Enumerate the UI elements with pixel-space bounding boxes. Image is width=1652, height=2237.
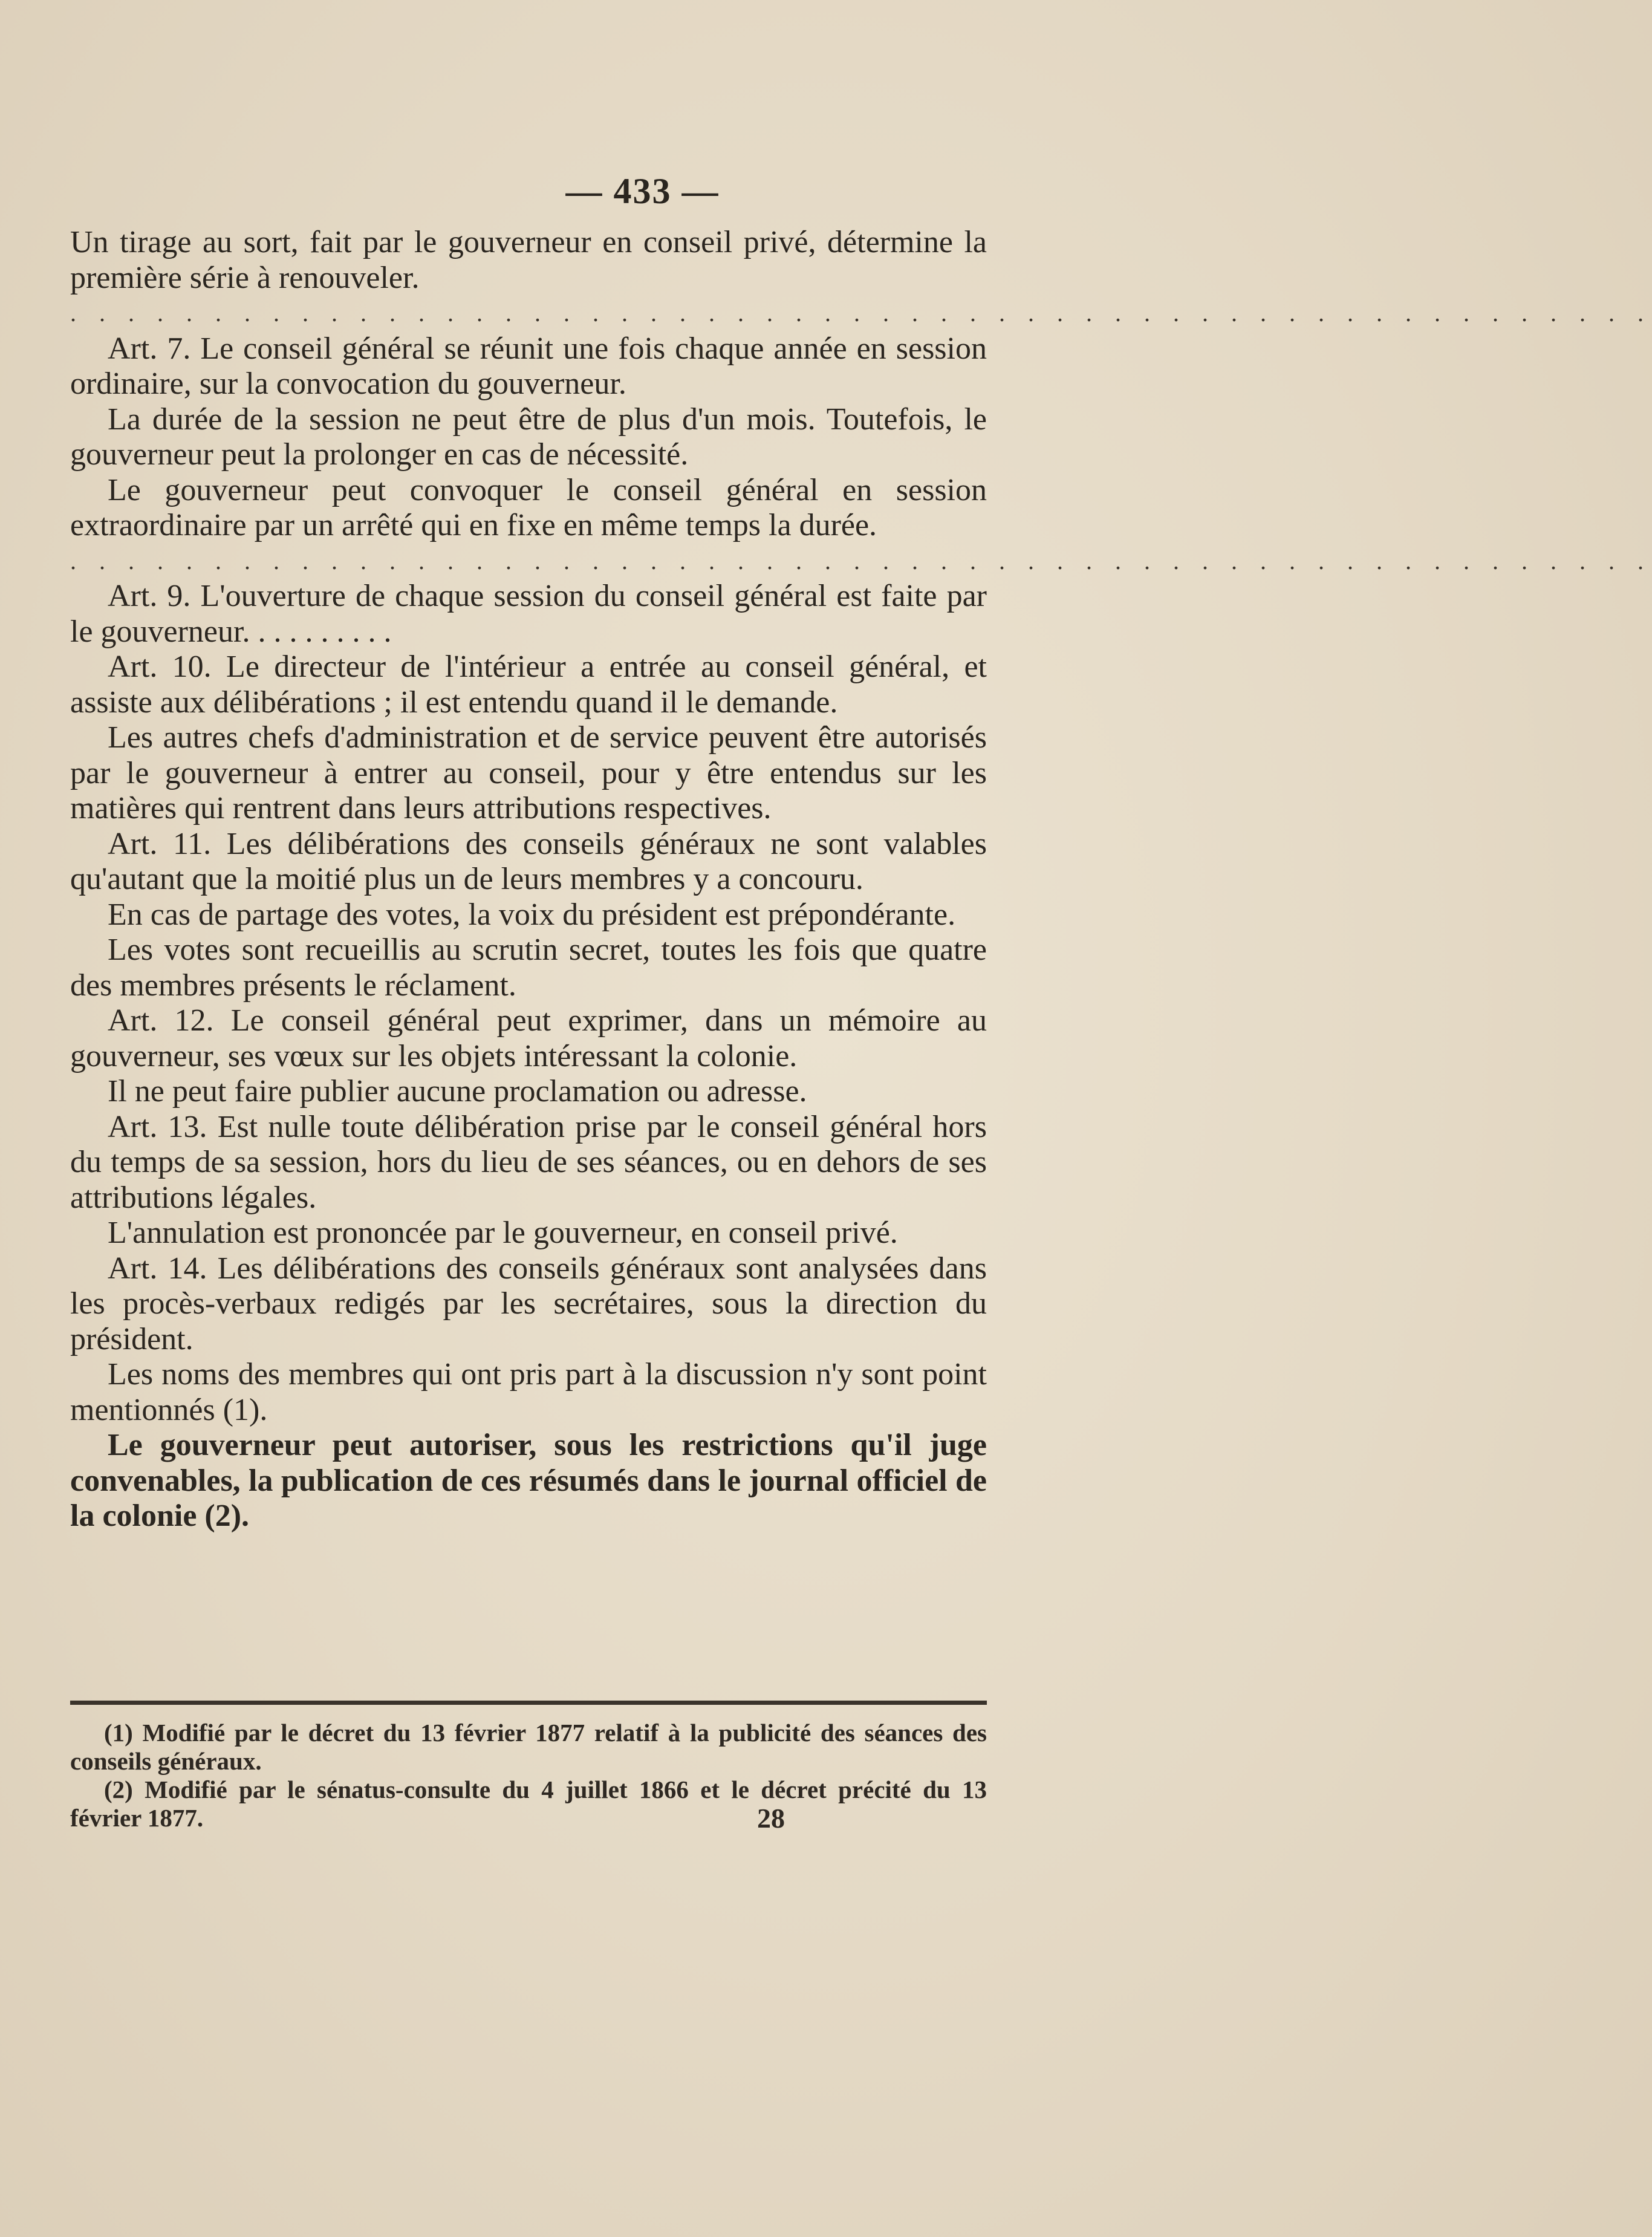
paragraph-other-chiefs: Les autres chefs d'administration et de service peuvent être autorisés par le gouverneur à entrer au conseil, pour y être entendus sur les matières qui rentrent dans leurs attributions respectives. (70, 720, 987, 825)
paragraph-extraordinary-session: Le gouverneur peut convoquer le conseil général en session extraordinaire par un arrêté qui en fixe en même temps la durée. (70, 472, 987, 542)
article-13: Art. 13. Est nulle toute délibération prise par le conseil général hors du temps de sa session, hors du lieu de ses séances, ou en dehors de ses attributions légales. (70, 1109, 987, 1215)
paragraph-publication: Le gouverneur peut autoriser, sous les restrictions qu'il juge convenables, la publication de ces résumés dans le journal officiel de la colonie (2). (70, 1428, 987, 1533)
paragraph-names-not-mentioned: Les noms des membres qui ont pris part à la discussion n'y sont point mentionnés (1). (70, 1357, 987, 1427)
footnote-1: (1) Modifié par le décret du 13 février 1877 relatif à la publicité des séances des conseils généraux. (70, 1719, 987, 1775)
article-9: Art. 9. L'ouverture de chaque session du conseil général est faite par le gouverneur. . . . . . . . . . (70, 579, 987, 649)
article-7: Art. 7. Le conseil général se réunit une fois chaque année en session ordinaire, sur la convocation du gouverneur. (70, 331, 987, 401)
footnote-divider (70, 1701, 987, 1705)
footnotes (70, 1719, 987, 1832)
paragraph-annulation: L'annulation est prononcée par le gouverneur, en conseil privé. (108, 1216, 898, 1250)
paragraph-no-proclamation: Il ne peut faire publier aucune proclamation ou adresse. (108, 1074, 807, 1109)
page-number: — 433 — (565, 171, 720, 211)
ellipsis-separator: . . . . . . . . . . . . . . . . . . . . . . . . . . . . . . . . . . . . . . . . . . . . . . . . . . . . . . . (70, 547, 1652, 575)
paragraph-intro: Un tirage au sort, fait par le gouverneur en conseil privé, détermine la première série à renouveler. (70, 225, 987, 295)
article-11: Art. 11. Les délibérations des conseils généraux ne sont valables qu'autant que la moitié plus un de leurs membres y a concouru. (70, 826, 987, 896)
article-14: Art. 14. Les délibérations des conseils généraux sont analysées dans les procès-verbaux redigés par les secrétaires, sous la direction du président. (70, 1251, 987, 1356)
signature-mark: 28 (757, 1803, 785, 1834)
article-12: Art. 12. Le conseil général peut exprimer, dans un mémoire au gouverneur, ses vœux sur les objets intéressant la colonie. (70, 1003, 987, 1073)
article-10: Art. 10. Le directeur de l'intérieur a entrée au conseil général, et assiste aux délibérations ; il est entendu quand il le demande. (70, 650, 987, 720)
paragraph-session-duration: La durée de la session ne peut être de plus d'un mois. Toutefois, le gouverneur peut la prolonger en cas de nécessité. (70, 402, 987, 472)
body-text (70, 225, 1652, 1534)
ellipsis-separator: . . . . . . . . . . . . . . . . . . . . . . . . . . . . . . . . . . . . . . . . . . . . . . . . . . . . . . . (70, 299, 1652, 327)
footnote-2: (2) Modifié par le sénatus-consulte du 4 juillet 1866 et le décret précité du 13 février 1877. (70, 1776, 987, 1832)
paragraph-tie-vote: En cas de partage des votes, la voix du président est prépondérante. (108, 897, 956, 932)
paragraph-secret-ballot: Les votes sont recueillis au scrutin secret, toutes les fois que quatre des membres présents le réclament. (70, 933, 987, 1003)
